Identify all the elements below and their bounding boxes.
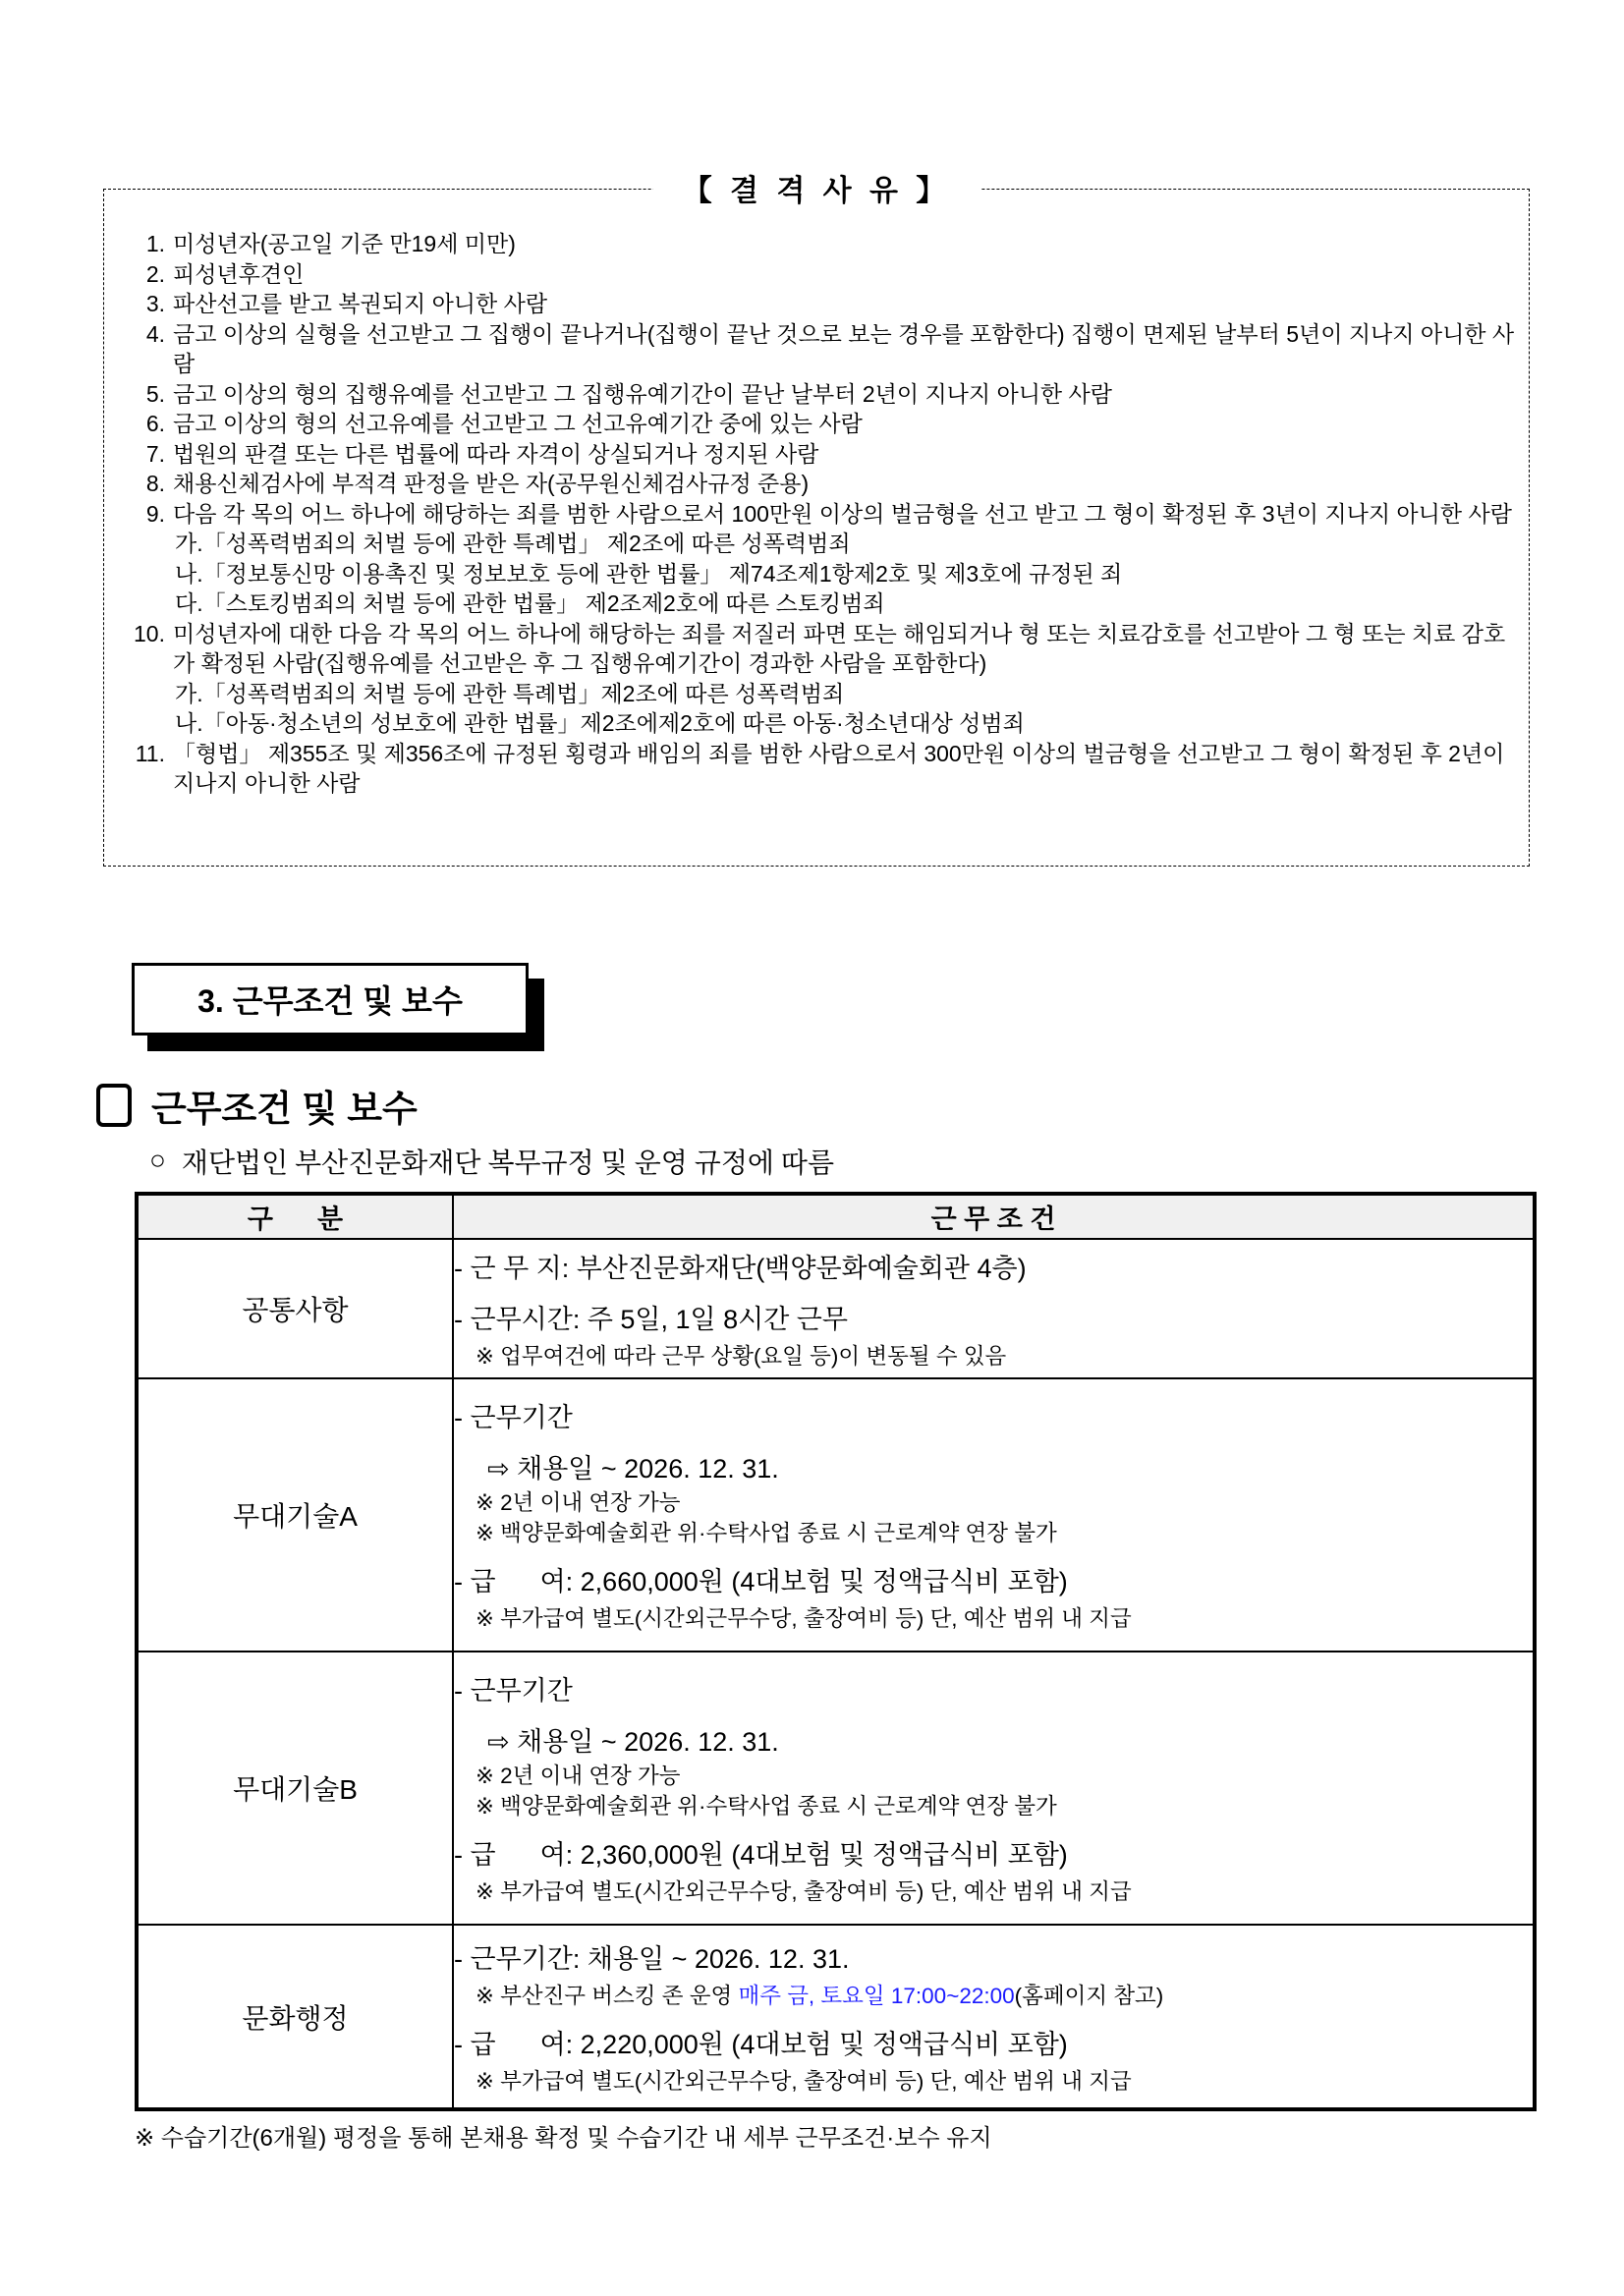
busking-note-prefix: ※ 부산진구 버스킹 존 운영 [476,1983,739,2008]
circle-bullet-icon: ○ [149,1146,166,1176]
dq-item-number: 4. [145,320,165,347]
dq-item-6 [120,409,1517,439]
table-row-common [137,1239,1535,1378]
dq-item-number: 6. [145,411,165,436]
condition-line: - 근무기간 [454,1403,573,1432]
row-content-stage-tech-b [453,1652,1535,1925]
dq-item-3 [120,289,1517,319]
table-header-row [137,1194,1535,1239]
footnote: ※ 수습기간(6개월) 평정을 통해 본채용 확정 및 수습기간 내 세부 근무조건·보수 유지 [135,2125,992,2152]
row-label-stage-tech-b: 무대기술B [137,1652,453,1925]
dq-item-text: 「형법」 제355조 및 제356조에 규정된 횡령과 배임의 죄를 범한 사람으로서 300만원 이상의 벌금형을 선고받고 그 형이 확정된 후 2년이 지나지 아니한 사람 [173,740,1511,796]
condition-arrow-line: ⇨ 채용일 ~ 2026. 12. 31. [487,1727,779,1757]
condition-line: - 급 여: 2,220,000원 (4대보험 및 정액급식비 포함) [454,2029,1068,2059]
dq-item-11 [120,739,1517,799]
section-banner: 3. 근무조건 및 보수 [132,963,529,1036]
disqualification-box [103,175,1530,867]
dq-subitem-10-na: 나.「아동·청소년의 성보호에 관한 법률」제2조에제2호에 따른 아동·청소년대상 성범죄 [175,710,1025,736]
condition-line: - 근무기간: 채용일 ~ 2026. 12. 31. [454,1943,850,1974]
policy-line [149,1142,834,1181]
dq-item-text: 미성년자(공고일 기준 만19세 미만) [173,231,516,256]
table-row-stage-tech-a [137,1378,1535,1652]
dq-item-text: 미성년자에 대한 다음 각 목의 어느 하나에 해당하는 죄를 저질러 파면 또는 해임되거나 형 또는 치료감호를 선고받아 그 형 또는 치료 감호가 확정된 사람(집행유예를 선고받은 후 그 집행유예기간이 경과한 사람을 포함한다) [173,620,1506,676]
dq-item-text: 금고 이상의 형의 집행유예를 선고받고 그 집행유예기간이 끝난 날부터 2년이 지나지 아니한 사람 [173,380,1112,407]
condition-line: - 근 무 지: 부산진문화재단(백양문화예술회관 4층) [454,1253,1027,1283]
condition-note: ※ 백양문화예술회관 위·수탁사업 종료 시 근로계약 연장 불가 [476,1521,1057,1545]
policy-text: 재단법인 부산진문화재단 복무규정 및 운영 규정에 따름 [181,1148,835,1179]
condition-note: ※ 백양문화예술회관 위·수탁사업 종료 시 근로계약 연장 불가 [476,1794,1057,1819]
condition-note: ※ 2년 이내 연장 가능 [476,1490,681,1515]
dq-item-1 [120,229,1517,259]
busking-note [476,1982,1533,2011]
dq-item-number: 7. [145,440,165,467]
subsection-title: 근무조건 및 보수 [151,1089,418,1129]
condition-note: ※ 부가급여 별도(시간외근무수당, 출장여비 등) 단, 예산 범위 내 지급 [476,1879,1132,1904]
row-content-culture-admin [453,1925,1535,2109]
condition-line: - 근무기간 [454,1676,573,1706]
condition-note: ※ 업무여건에 따라 근무 상황(요일 등)이 변동될 수 있음 [476,1343,1007,1369]
row-content-stage-tech-a [453,1378,1535,1652]
condition-note: ※ 부가급여 별도(시간외근무수당, 출장여비 등) 단, 예산 범위 내 지급 [476,1606,1132,1631]
subsection-heading [96,1079,418,1132]
dq-item-7 [120,439,1517,470]
disqualification-list [120,229,1517,799]
row-label-common: 공통사항 [137,1239,453,1378]
condition-arrow-line: ⇨ 채용일 ~ 2026. 12. 31. [487,1454,779,1484]
dq-item-8 [120,469,1517,499]
dq-subitem-10-ga: 가.「성폭력범죄의 처벌 등에 관한 특례법」제2조에 따른 성폭력범죄 [175,680,845,706]
busking-blue-text: 매주 금, 토요일 17:00~22:00 [738,1983,1015,2008]
row-label-stage-tech-a: 무대기술A [137,1378,453,1652]
dq-item-number: 1. [145,231,165,256]
dq-item-text: 피성년후견인 [173,260,305,287]
dq-item-text: 다음 각 목의 어느 하나에 해당하는 죄를 범한 사람으로서 100만원 이상의 벌금형을 선고 받고 그 형이 확정된 후 3년이 지나지 아니한 사람 [173,500,1512,527]
busking-note-suffix: (홈페이지 참고) [1014,1983,1164,2008]
table-header-conditions: 근 무 조 건 [453,1194,1535,1239]
dq-item-number: 10. [134,620,165,646]
dq-item-number: 11. [135,740,165,766]
dq-item-text: 금고 이상의 실형을 선고받고 그 집행이 끝나거나(집행이 끝난 것으로 보는 경우를 포함한다) 집행이 면제된 날부터 5년이 지나지 아니한 사람 [173,320,1515,376]
condition-line: - 급 여: 2,660,000원 (4대보험 및 정액급식비 포함) [454,1567,1068,1596]
dq-item-text: 채용신체검사에 부적격 판정을 받은 자(공무원신체검사규정 준용) [173,471,810,496]
dq-item-number: 3. [145,291,165,316]
dq-item-9 [120,499,1517,530]
dq-subitem-9-na: 나.「정보통신망 이용촉진 및 정보보호 등에 관한 법률」 제74조제1항제2호 및 제3호에 규정된 죄 [175,560,1123,587]
condition-line: - 근무시간: 주 5일, 1일 8시간 근무 [454,1304,848,1334]
dq-item-10 [120,619,1517,679]
dq-item-4 [120,319,1517,379]
dq-item-2 [120,259,1517,290]
table-row-culture-admin [137,1925,1535,2109]
dq-subitem-9-ga: 가.「성폭력범죄의 처벌 등에 관한 특례법」 제2조에 따른 성폭력범죄 [175,531,851,556]
dq-item-number: 9. [145,500,165,527]
dq-item-text: 파산선고를 받고 복권되지 아니한 사람 [173,291,548,316]
dq-item-number: 8. [145,471,165,496]
condition-note: ※ 부가급여 별도(시간외근무수당, 출장여비 등) 단, 예산 범위 내 지급 [476,2068,1132,2094]
condition-note: ※ 2년 이내 연장 가능 [476,1764,681,1788]
condition-line: - 급 여: 2,360,000원 (4대보험 및 정액급식비 포함) [454,1840,1068,1870]
disqualification-title: 【 결 격 사 유 】 [653,166,980,209]
dq-item-5 [120,379,1517,410]
dq-item-text: 법원의 판결 또는 다른 법률에 따라 자격이 상실되거나 정지된 사람 [173,440,819,467]
dq-item-number: 5. [145,380,165,407]
square-bullet-icon [96,1084,132,1127]
row-label-culture-admin: 문화행정 [137,1925,453,2109]
conditions-table [135,1192,1537,2111]
dq-item-number: 2. [145,260,165,287]
table-header-category: 구 분 [137,1194,453,1239]
dq-subitem-9-da: 다.「스토킹범죄의 처벌 등에 관한 법률」 제2조제2호에 따른 스토킹범죄 [175,590,885,616]
row-content-common [453,1239,1535,1378]
dq-item-text: 금고 이상의 형의 선고유예를 선고받고 그 선고유예기간 중에 있는 사람 [173,411,863,436]
table-row-stage-tech-b [137,1652,1535,1925]
